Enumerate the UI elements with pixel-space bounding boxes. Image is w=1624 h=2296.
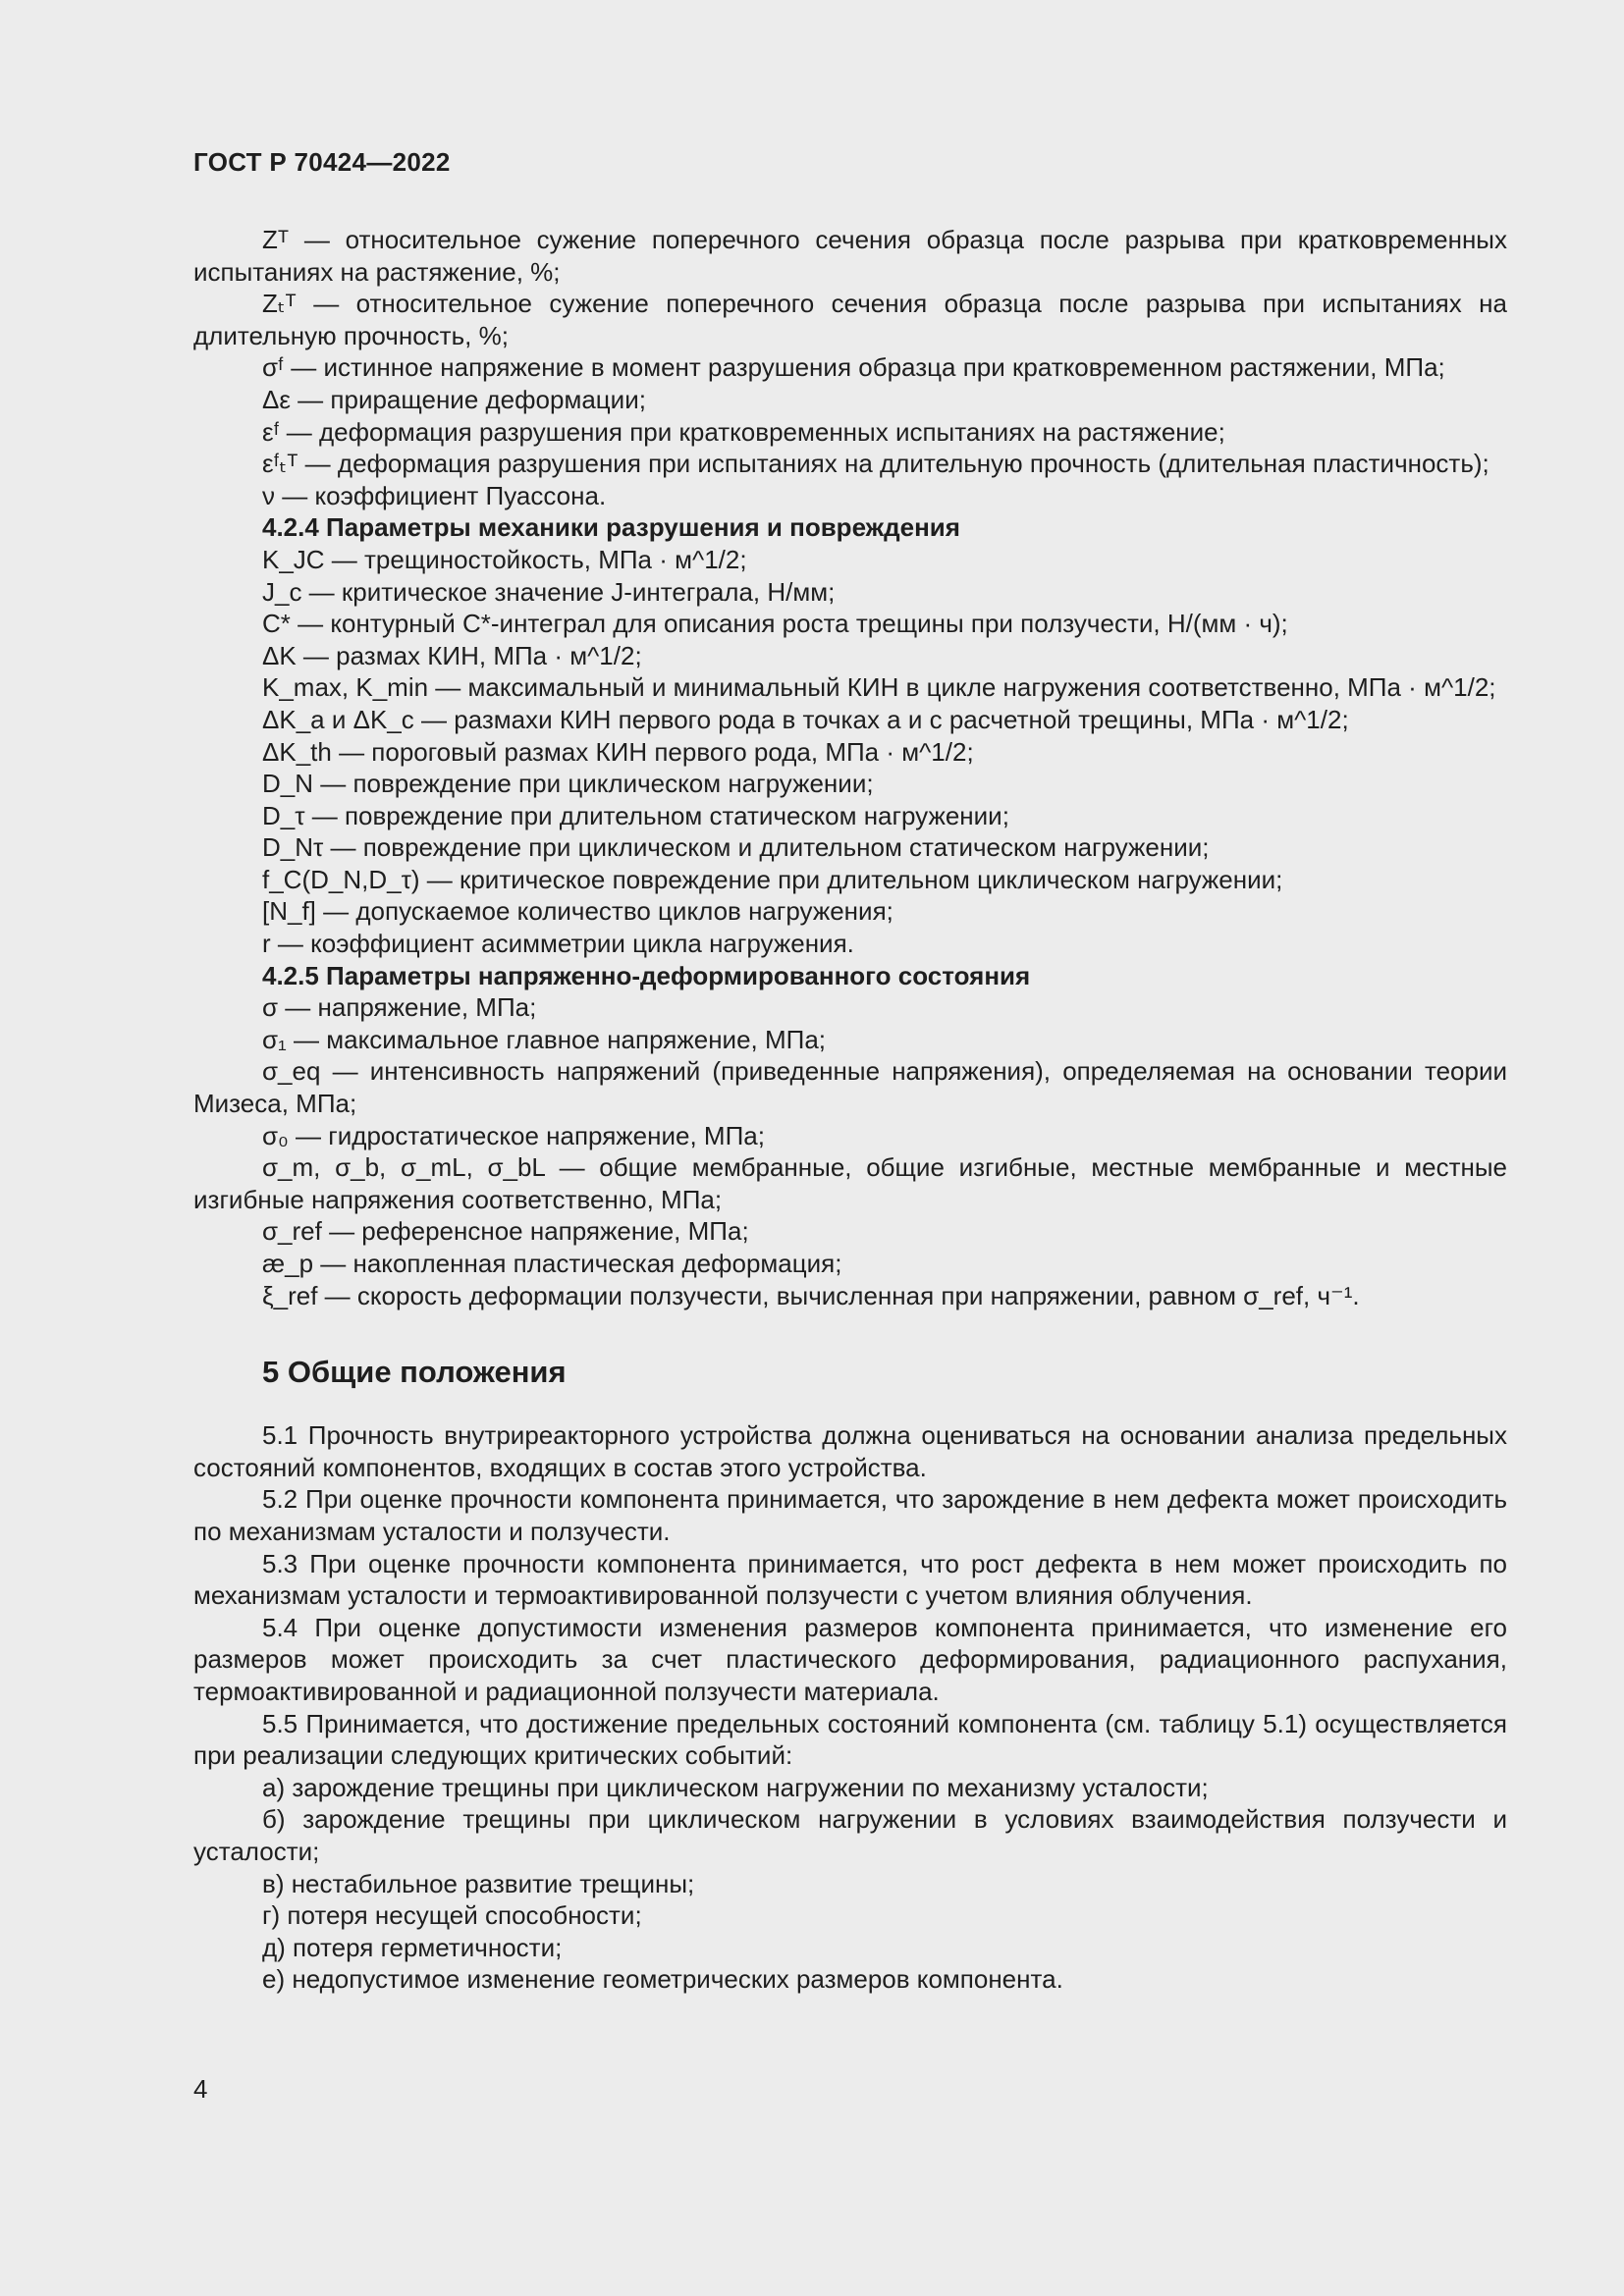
document-header: ГОСТ Р 70424—2022 — [193, 147, 451, 177]
symbol-definition: J_c — критическое значение J-интеграла, Н/мм; — [262, 576, 836, 607]
section-paragraph: 5.1 Прочность внутриреакторного устройства должна оцениваться на основании анализа предельных состояний компонентов, входящих в состав этого устройства. — [193, 1420, 1507, 1482]
section-paragraph: 5.3 При оценке прочности компонента принимается, что рост дефекта в нем может происходить по механизмам усталости и термоактивированной ползучести с учетом влияния облучения. — [193, 1548, 1507, 1611]
event-list-item: б) зарождение трещины при циклическом нагружении в условиях взаимодействия ползучести и усталости; — [193, 1804, 1507, 1866]
symbol-definition: σ — напряжение, МПа; — [262, 992, 537, 1023]
symbol-definition: Δε — приращение деформации; — [262, 384, 646, 414]
event-list-item: г) потеря несущей способности; — [262, 1900, 642, 1931]
event-list-item: в) нестабильное развитие трещины; — [262, 1868, 695, 1898]
symbol-definition: f_C(D_N,D_τ) — критическое повреждение при длительном циклическом нагружении; — [262, 864, 1283, 894]
symbol-definition: Zᵀ — относительное сужение поперечного сечения образца после разрыва при кратковременных испытаниях на растяжение, %; — [193, 225, 1507, 287]
section-paragraph: 5.5 Принимается, что достижение предельных состояний компонента (см. таблицу 5.1) осуществляется при реализации следующих критических событий: — [193, 1708, 1507, 1771]
symbol-definition: εᶠ — деформация разрушения при кратковременных испытаниях на растяжение; — [262, 416, 1225, 447]
event-list-item: а) зарождение трещины при циклическом нагружении по механизму усталости; — [262, 1772, 1209, 1802]
symbol-definition: K_JC — трещиностойкость, МПа · м^1/2; — [262, 544, 747, 574]
subsection-heading-4-2-4: 4.2.4 Параметры механики разрушения и повреждения — [262, 512, 960, 543]
event-list-item: е) недопустимое изменение геометрических размеров компонента. — [262, 1964, 1063, 1995]
symbol-definition: ξ_ref — скорость деформации ползучести, вычисленная при напряжении, равном σ_ref, ч⁻¹. — [262, 1280, 1360, 1310]
symbol-definition: ΔK_th — пороговый размах КИН первого рода, МПа · м^1/2; — [262, 736, 974, 767]
symbol-definition: σ₀ — гидростатическое напряжение, МПа; — [262, 1120, 765, 1150]
symbol-definition: σ₁ — максимальное главное напряжение, МПа; — [262, 1024, 827, 1054]
symbol-definition: ΔK_a и ΔK_c — размахи КИН первого рода в точках a и c расчетной трещины, МПа · м^1/2; — [262, 704, 1349, 734]
section-heading-5: 5 Общие положения — [262, 1355, 567, 1390]
symbol-definition: r — коэффициент асимметрии цикла нагружения. — [262, 929, 854, 959]
symbol-definition: σᶠ — истинное напряжение в момент разрушения образца при кратковременном растяжении, МПа; — [262, 352, 1445, 383]
symbol-definition: σ_m, σ_b, σ_mL, σ_bL — общие мембранные, общие изгибные, местные мембранные и местные изгибные напряжения соответственно, МПа; — [193, 1152, 1507, 1214]
symbol-definition: D_Nτ — повреждение при циклическом и длительном статическом нагружении; — [262, 832, 1210, 863]
document-body — [193, 224, 1507, 1996]
symbol-definition: εᶠₜᵀ — деформация разрушения при испытаниях на длительную прочность (длительная пластичность); — [262, 449, 1489, 479]
subsection-heading-4-2-5: 4.2.5 Параметры напряженно-деформированного состояния — [262, 960, 1031, 990]
symbol-definition: K_max, K_min — максимальный и минимальный КИН в цикле нагружения соответственно, МПа · м^1/2; — [262, 672, 1496, 703]
symbol-definition: ΔK — размах КИН, МПа · м^1/2; — [262, 640, 642, 670]
symbol-definition: D_N — повреждение при циклическом нагружении; — [262, 769, 874, 799]
page-number: 4 — [193, 2074, 208, 2104]
symbol-definition: æ_p — накопленная пластическая деформация; — [262, 1249, 842, 1278]
symbol-definition: [N_f] — допускаемое количество циклов нагружения; — [262, 896, 893, 927]
symbol-definition: σ_eq — интенсивность напряжений (приведенные напряжения), определяемая на основании теории Мизеса, МПа; — [193, 1056, 1507, 1119]
symbol-definition: Zₜᵀ — относительное сужение поперечного сечения образца после разрыва при испытаниях на длительную прочность, %; — [193, 289, 1507, 350]
symbol-definition: D_τ — повреждение при длительном статическом нагружении; — [262, 800, 1009, 830]
symbol-definition: C* — контурный C*-интеграл для описания роста трещины при ползучести, Н/(мм · ч); — [262, 609, 1288, 639]
symbol-definition: ν — коэффициент Пуассона. — [262, 480, 607, 510]
event-list-item: д) потеря герметичности; — [262, 1932, 563, 1962]
section-paragraph: 5.4 При оценке допустимости изменения размеров компонента принимается, что изменение его размеров может происходить за счет пластического деформирования, радиационного распухания, термоактивированной и радиационной ползучести материала. — [193, 1612, 1507, 1706]
section-paragraph: 5.2 При оценке прочности компонента принимается, что зарождение в нем дефекта может происходить по механизмам усталости и ползучести. — [193, 1484, 1507, 1546]
symbol-definition: σ_ref — референсное напряжение, МПа; — [262, 1216, 749, 1247]
